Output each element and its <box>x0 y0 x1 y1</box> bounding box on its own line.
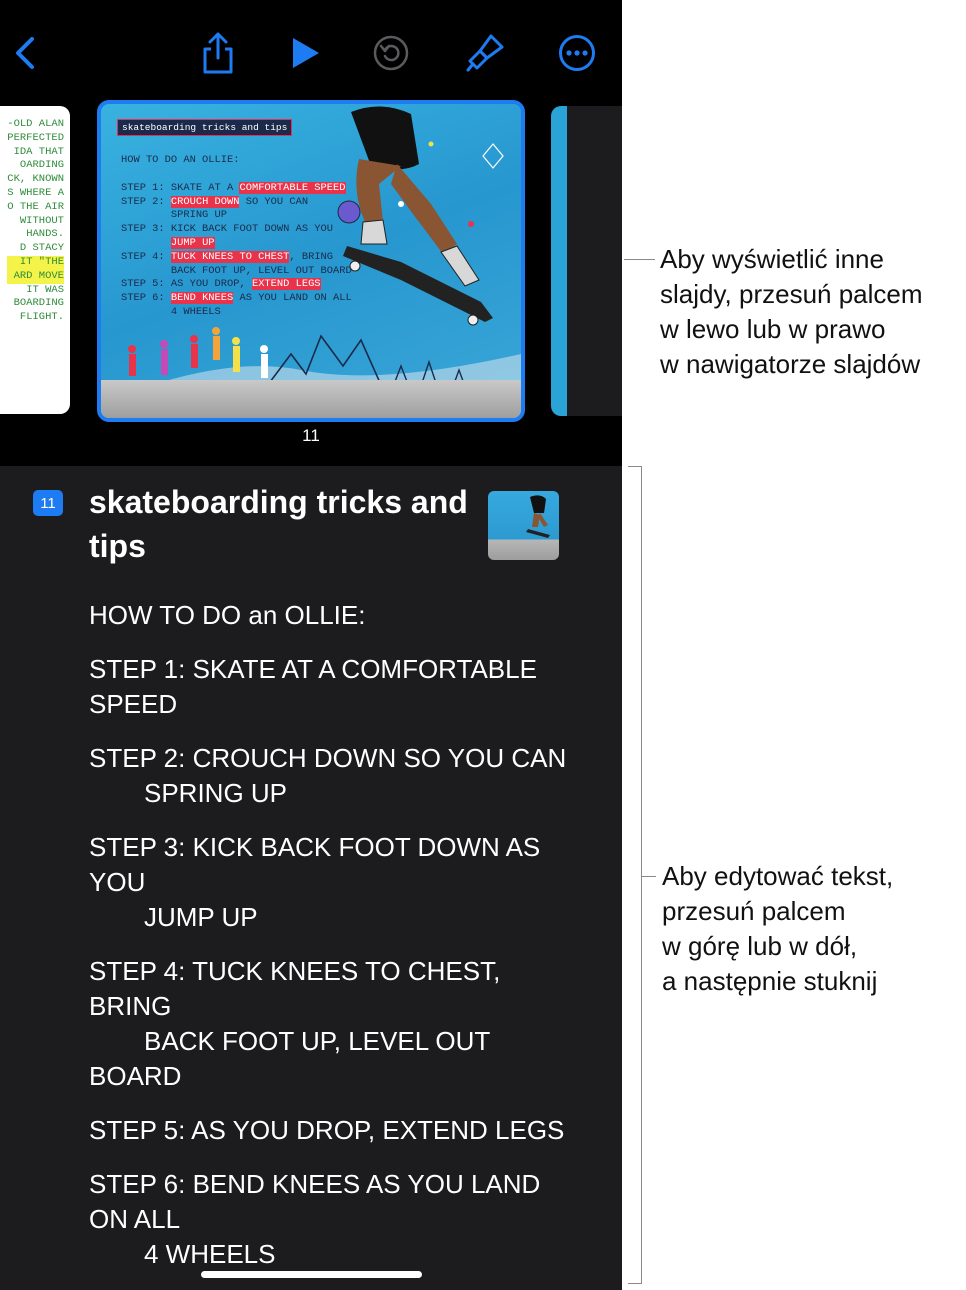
slide-step-line <box>121 223 352 237</box>
slide-step-line <box>121 278 352 292</box>
share-icon <box>200 31 236 75</box>
prev-slide-line: BOARDING <box>13 297 64 310</box>
prev-slide-text <box>7 118 64 325</box>
back-button[interactable] <box>2 30 48 76</box>
outline-paragraph-text: HOW TO DO an OLLIE: <box>89 600 366 630</box>
outline-slide-title[interactable]: skateboarding tricks and tips <box>89 484 468 564</box>
slide-heading: HOW TO DO AN OLLIE: <box>121 154 240 166</box>
slide-body <box>121 154 352 320</box>
more-button[interactable] <box>554 30 600 76</box>
prev-slide-line: -OLD ALAN <box>7 118 64 130</box>
outline-paragraph-text: STEP 1: SKATE AT A COMFORTABLE SPEED <box>89 654 537 719</box>
outline-bracket-bottom <box>628 1283 642 1284</box>
share-button[interactable] <box>195 30 241 76</box>
slide-title: skateboarding tricks and tips <box>117 119 292 136</box>
play-button[interactable] <box>282 30 328 76</box>
outline-slide-thumbnail[interactable] <box>488 491 559 560</box>
slide-step-line <box>121 251 352 265</box>
outline-paragraph-text: STEP 2: CROUCH DOWN SO YOU CAN <box>89 743 567 773</box>
outline-paragraph[interactable] <box>89 652 569 722</box>
slide-step-highlight: EXTEND LEGS <box>251 278 321 291</box>
outline-paragraph[interactable] <box>89 954 569 1094</box>
slide-step-highlight: JUMP UP <box>170 236 215 249</box>
undo-button[interactable] <box>368 30 414 76</box>
outline-indented-text: SPRING UP <box>144 778 288 808</box>
slide-step-text: STEP 5: AS YOU DROP, <box>121 278 252 291</box>
chevron-left-icon <box>12 36 38 70</box>
prev-slide-line: HANDS. <box>26 228 64 241</box>
next-slide-content <box>567 106 622 416</box>
format-button[interactable] <box>462 30 508 76</box>
outline-body-text[interactable] <box>89 598 569 1290</box>
slide-step-text: , BRING <box>289 250 334 263</box>
outline-bracket-top <box>628 466 642 467</box>
slide-number: 11 <box>302 426 320 445</box>
slide-step-text: BACK FOOT UP, LEVEL OUT BOARD <box>121 264 352 277</box>
outline-paragraph-text: STEP 5: AS YOU DROP, EXTEND LEGS <box>89 1115 565 1145</box>
slide-step-line <box>121 237 352 251</box>
slide-navigator[interactable] <box>0 100 622 466</box>
slide-step-highlight: BEND KNEES <box>170 292 234 305</box>
slide-thumbnail-current[interactable] <box>97 100 525 422</box>
pavement <box>101 380 521 418</box>
prev-slide-line: IDA THAT <box>13 145 64 158</box>
outline-paragraph[interactable] <box>89 830 569 935</box>
slide-step-highlight: TUCK KNEES TO CHEST <box>170 250 290 263</box>
prev-slide-line: D STACY <box>19 242 64 255</box>
slide-step-text: STEP 1: SKATE AT A <box>121 181 240 194</box>
slide-step-line <box>121 265 352 279</box>
navigator-callout-text: Aby wyświetlić inne slajdy, przesuń palcem w lewo lub w prawo w nawigatorze slajdów <box>660 244 923 379</box>
toolbar <box>0 0 622 100</box>
prev-slide-line: O THE AIR <box>7 200 64 213</box>
prev-slide-line: CK, KNOWN <box>7 173 64 186</box>
slide-step-text: STEP 3: KICK BACK FOOT DOWN AS YOU <box>121 223 334 236</box>
outline-paragraph-text: STEP 6: BEND KNEES AS YOU LAND ON ALL <box>89 1169 541 1234</box>
outline-indented-text: JUMP UP <box>144 902 258 932</box>
outline-paragraph[interactable] <box>89 598 569 633</box>
outline-paragraph[interactable] <box>89 1113 569 1148</box>
outline-callout-text: Aby edytować tekst, przesuń palcem w górę lub w dół, a następnie stuknij <box>662 861 894 996</box>
slide-step-text: STEP 4: <box>121 250 171 263</box>
slide-step-line <box>121 182 352 196</box>
navigator-callout-line <box>624 259 655 260</box>
home-indicator <box>201 1271 422 1278</box>
undo-icon <box>372 34 410 72</box>
slide-step-text: 4 WHEELS <box>121 305 221 318</box>
slide-thumbnail-prev[interactable] <box>0 106 70 414</box>
prev-slide-line: IT "THE <box>7 256 64 270</box>
outline-bracket <box>641 466 642 1284</box>
slide-step-text: SO YOU CAN <box>239 195 309 208</box>
play-icon <box>289 36 321 70</box>
outline-callout-line <box>642 876 656 877</box>
prev-slide-line: FLIGHT. <box>19 311 64 324</box>
prev-slide-line: WITHOUT <box>13 214 64 227</box>
slide-step-line <box>121 196 352 210</box>
outline-indented-text: BACK FOOT UP, LEVEL OUT <box>144 1026 491 1056</box>
slide-step-text: STEP 6: <box>121 292 171 305</box>
slide-step-line <box>121 306 352 320</box>
outline-paragraph-text: BOARD <box>89 1061 182 1091</box>
slide-thumbnail-next[interactable] <box>551 106 622 416</box>
slide-step-text: SPRING UP <box>121 209 228 222</box>
prev-slide-line: S WHERE A <box>7 186 64 199</box>
outline-indented-text: 4 WHEELS <box>144 1239 276 1269</box>
prev-slide-line: IT WAS <box>19 283 64 296</box>
slide-step-line <box>121 209 352 223</box>
slide-number-badge: 11 <box>33 490 63 516</box>
slide-step-highlight: COMFORTABLE SPEED <box>239 181 346 194</box>
outline-paragraph[interactable] <box>89 1167 569 1272</box>
slide-step-text <box>121 237 171 249</box>
outline-paragraph[interactable] <box>89 741 569 811</box>
skater-thumb-image <box>488 491 559 560</box>
paintbrush-icon <box>465 33 505 73</box>
slide-step-highlight: CROUCH DOWN <box>170 195 240 208</box>
slide-preview <box>101 104 521 418</box>
slide-step-line <box>121 292 352 306</box>
slide-step-text: AS YOU LAND ON ALL <box>233 292 352 305</box>
outline-paragraph-text: STEP 4: TUCK KNEES TO CHEST, BRING <box>89 956 501 1021</box>
prev-slide-line: ARD MOVE <box>7 270 64 284</box>
outline-paragraph-text: STEP 3: KICK BACK FOOT DOWN AS YOU <box>89 832 541 897</box>
prev-slide-line: OARDING <box>19 159 64 172</box>
slide-step-text: STEP 2: <box>121 195 171 208</box>
prev-slide-line: PERFECTED <box>7 131 64 144</box>
ellipsis-circle-icon <box>558 34 596 72</box>
